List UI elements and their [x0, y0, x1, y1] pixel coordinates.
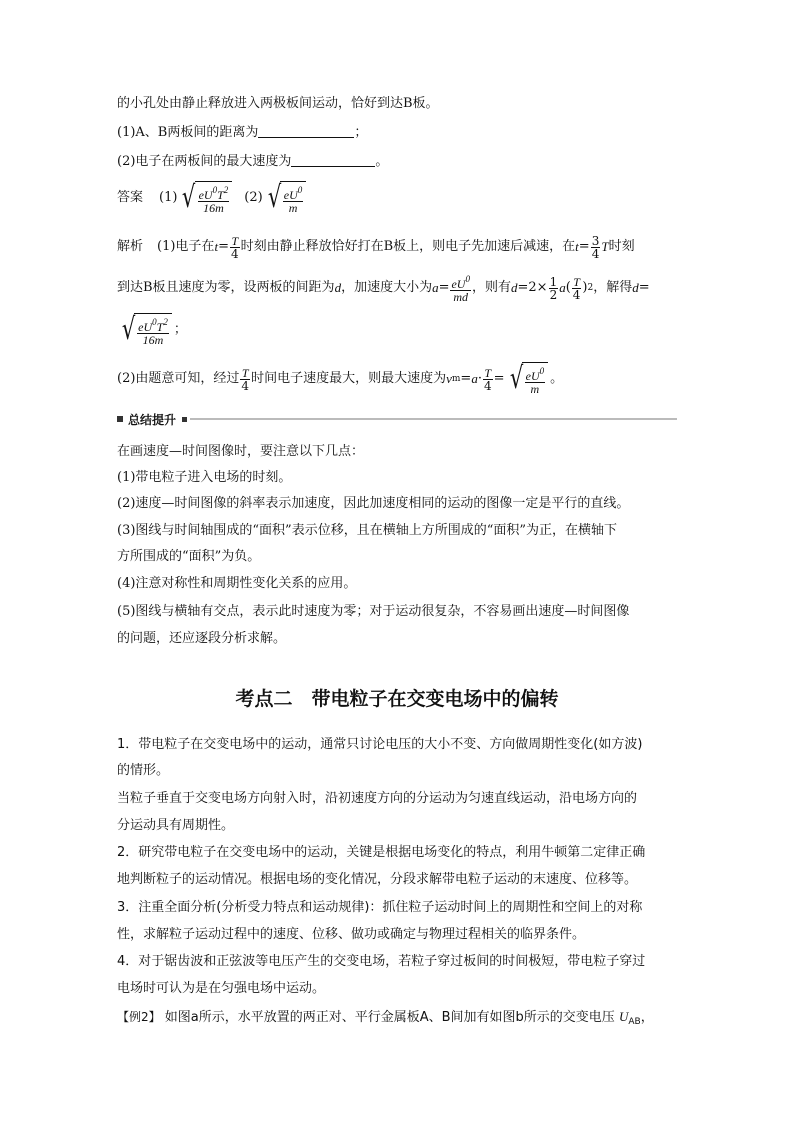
analysis-label: 解析 [117, 239, 144, 254]
summary-item: (5)图线与横轴有交点，表示此时速度为零；对于运动很复杂，不容易画出速度—时间图像 [117, 604, 630, 619]
analysis-line-3: √ $\frac{eU^0T^2}{16m}$ ； [117, 310, 187, 350]
analysis-line-4: (2)由题意可知，经过 $\frac{T}{4}$ 时间电子速度最大，则最大速度为 v m = a · $\frac{T}{4}$ = √ $\frac{eU^0}{m}$ 。 [117, 361, 564, 396]
divider [190, 418, 677, 420]
answer-label: 答案 [117, 190, 144, 205]
sqrt-formula: √ $\frac{eU^0}{m}$ [507, 362, 549, 396]
question-2-end: 。 [375, 154, 389, 169]
problem-intro: 的小孔处由静止释放进入两极板间运动，恰好到达B板。 [117, 96, 439, 111]
example-tag: 【例2】 [117, 1010, 161, 1024]
analysis-text: (1)电子在 [157, 239, 215, 254]
section-line: 地判断粒子的运动情况。根据电场的变化情况，分段求解带电粒子运动的末速度、位移等。 [117, 872, 638, 887]
sqrt-formula: √ $\frac{eU^0}{m}$ [265, 181, 307, 215]
summary-item: 方所围成的“面积”为负。 [117, 549, 261, 564]
analysis-line-2: 到达B板且速度为零，设两板的间距为 d ，加速度大小为 a = $\frac{eU^0}{md}$ ，则有 d =2× $\frac{1}{2}$ a ( $\frac{T}{4}$ ) 2 ，解得 d = [117, 274, 650, 304]
section-line: 性，求解粒子运动过程中的速度、位移、做功或确定与物理过程相关的临界条件。 [117, 927, 586, 942]
section-line: 分运动具有周期性。 [117, 818, 235, 833]
summary-item: (3)图线与时间轴围成的“面积”表示位移，且在横轴上方所围成的“面积”为正，在横轴下 [117, 523, 617, 538]
section-line: 电场时可认为是在匀强电场中运动。 [117, 981, 326, 996]
sqrt-formula: √ $\frac{eU^0T^2}{16m}$ [179, 181, 232, 215]
voltage-symbol: U [618, 1009, 629, 1024]
analysis-text: (2)由题意可知，经过 [117, 371, 240, 386]
analysis-text: 时刻由静止释放恰好打在B板上，则电子先加速后减速，在 [240, 239, 576, 254]
section-line: 的情形。 [117, 763, 170, 778]
question-1-end: ； [354, 125, 368, 140]
summary-header [117, 412, 677, 426]
square-bullet-icon [117, 416, 123, 422]
answer-line [117, 178, 308, 218]
analysis-text: ，加速度大小为 [341, 280, 433, 295]
summary-title: 总结提升 [128, 412, 177, 427]
section-line: 1．带电粒子在交变电场中的运动，通常只讨论电压的大小不变、方向做周期性变化(如方波) [117, 737, 643, 752]
square-bullet-icon [182, 417, 187, 422]
analysis-line-1: 解析 (1)电子在 t = $\frac{T}{4}$ 时刻由静止释放恰好打在B板上，则电子先加速后减速，在 t = $\frac{3}{4}$ T 时刻 [117, 233, 635, 261]
analysis-text: 到达B板且速度为零，设两板的间距为 [117, 280, 335, 295]
summary-item: 的问题，还应逐段分析求解。 [117, 631, 287, 646]
analysis-text: 时刻 [608, 239, 635, 254]
analysis-text: 时间电子速度最大，则最大速度为 [251, 371, 447, 386]
example-text: 如图a所示，水平放置的两正对、平行金属板A、B间加有如图b所示的交变电压 [164, 1010, 615, 1025]
summary-lead: 在画速度—时间图像时，要注意以下几点： [117, 444, 365, 459]
analysis-text: ，则有 [471, 280, 511, 295]
section-line: 2．研究带电粒子在交变电场中的运动，关键是根据电场变化的特点，利用牛顿第二定律正确 [117, 845, 646, 860]
answer-blank-2 [291, 152, 375, 167]
answer-part-2: (2) [244, 190, 263, 205]
section-line: 4．对于锯齿波和正弦波等电压产生的交变电场，若粒子穿过板间的时间极短，带电粒子穿过 [117, 954, 646, 969]
summary-item: (4)注意对称性和周期性变化关系的应用。 [117, 576, 357, 591]
example-line: 【例2】 如图a所示，水平放置的两正对、平行金属板A、B间加有如图b所示的交变电压 $U_{AB}$， [117, 1009, 654, 1027]
question-2-label: (2)电子在两板间的最大速度为 [117, 154, 292, 169]
section-line: 当粒子垂直于交变电场方向射入时，沿初速度方向的分运动为匀速直线运动，沿电场方向的 [117, 791, 638, 806]
answer-blank-1 [258, 123, 354, 138]
question-1-label: (1)A、B两板间的距离为 [117, 125, 259, 140]
answer-part-1: (1) [159, 190, 178, 205]
section-line: 3．注重全面分析(分析受力特点和运动规律)：抓住粒子运动时间上的周期性和空间上的对称 [117, 900, 643, 915]
analysis-text: ，解得 [593, 280, 633, 295]
question-2 [117, 152, 388, 172]
section-title: 考点二 带电粒子在交变电场中的偏转 [235, 688, 559, 710]
sqrt-formula: √ $\frac{eU^0T^2}{16m}$ [119, 313, 172, 347]
summary-item: (2)速度—时间图像的斜率表示加速度，因此加速度相同的运动的图像一定是平行的直线。 [117, 496, 630, 511]
question-1 [117, 123, 367, 143]
summary-item: (1)带电粒子进入电场的时刻。 [117, 470, 292, 485]
